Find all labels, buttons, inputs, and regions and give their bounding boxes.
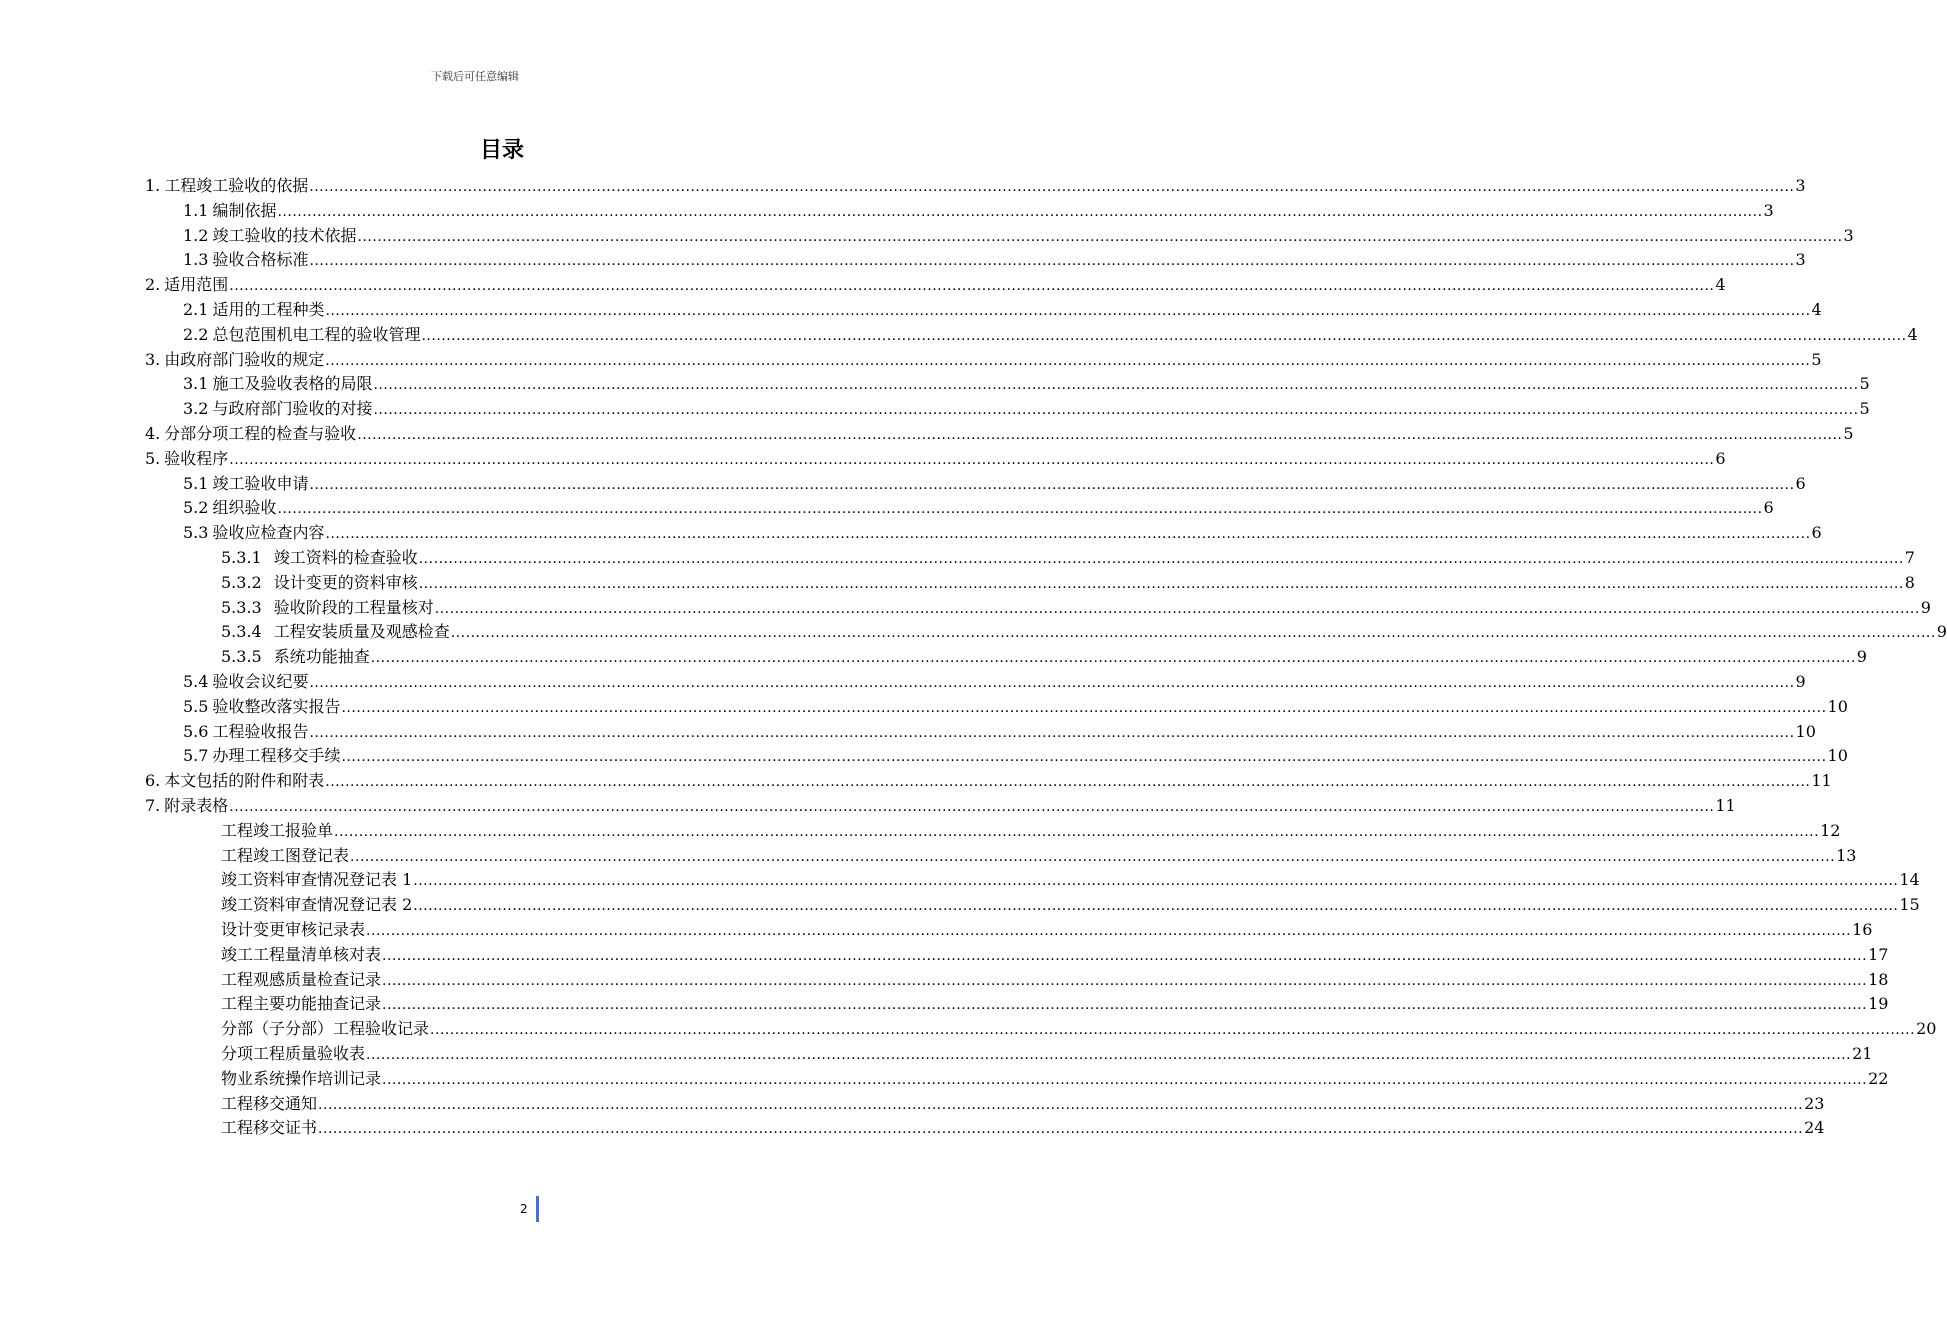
toc-entry[interactable] [183, 395, 1870, 419]
dot-leader: ............................................................................................................................................................................................................................................................................................................ [318, 1121, 1804, 1138]
toc-entry-number: 6. [145, 771, 161, 791]
toc-entry-title: 组织验收 [212, 498, 277, 518]
toc-entry-page: 4 [1907, 324, 1918, 344]
dot-leader: ............................................................................................................................................................................................................................................................................................................ [309, 675, 1795, 691]
dot-leader: ............................................................................................................................................................................................................................................................................................................ [229, 799, 1715, 815]
toc-entry[interactable] [221, 866, 1920, 890]
dot-leader: ............................................................................................................................................................................................................................................................................................................ [325, 303, 1811, 319]
toc-entry-page: 4 [1715, 275, 1726, 295]
page-number: 2 [520, 1202, 528, 1216]
toc-entry-page: 9 [1795, 672, 1806, 691]
toc-entry[interactable] [145, 271, 1726, 295]
toc-entry-title: 工程竣工验收的依据 [164, 176, 309, 195]
toc-entry-number: 5.2 [183, 498, 209, 518]
toc-entry-title: 工程观感质量检查记录 [221, 969, 382, 989]
toc-entry-page: 10 [1827, 696, 1848, 716]
toc-entry[interactable] [183, 197, 1774, 221]
toc-entry-title: 工程验收报告 [212, 721, 309, 741]
toc-entry[interactable] [145, 172, 1806, 196]
toc-entry-title: 本文包括的附件和附表 [164, 771, 325, 791]
toc-entry-number: 1.2 [183, 225, 209, 245]
dot-leader: ............................................................................................................................................................................................................................................................................................................ [325, 352, 1811, 369]
toc-entry[interactable] [145, 445, 1726, 469]
toc-entry[interactable] [183, 693, 1848, 717]
toc-entry-title: 设计变更审核记录表 [221, 920, 366, 939]
toc-entry-number: 5.3.1 [221, 548, 262, 567]
dot-leader: ............................................................................................................................................................................................................................................................................................................ [341, 699, 1827, 716]
toc-entry-page: 3 [1795, 250, 1806, 270]
dot-leader: ............................................................................................................................................................................................................................................................................................................ [450, 625, 1936, 642]
toc-entry-page: 6 [1811, 523, 1822, 543]
toc-entry[interactable] [221, 643, 1867, 667]
toc-entry-title: 系统功能抽查 [273, 647, 370, 667]
toc-entry-number: 4. [145, 424, 161, 443]
toc-entry-page: 17 [1868, 944, 1889, 964]
dot-leader: ............................................................................................................................................................................................................................................................................................................ [373, 402, 1859, 419]
toc-entry-page: 4 [1811, 300, 1822, 319]
dot-leader: ............................................................................................................................................................................................................................................................................................................ [229, 278, 1715, 295]
toc-entry[interactable] [221, 1090, 1825, 1114]
dot-leader: ............................................................................................................................................................................................................................................................................................................ [334, 823, 1820, 840]
toc-entry-number: 5.3.4 [221, 622, 262, 642]
toc-entry-page: 10 [1795, 721, 1816, 741]
toc-entry-title: 竣工验收的技术依据 [212, 225, 357, 245]
dot-leader: ............................................................................................................................................................................................................................................................................................................ [382, 947, 1868, 964]
toc-entry-title: 工程竣工图登记表 [221, 845, 350, 865]
toc-entry-page: 23 [1804, 1093, 1825, 1113]
toc-entry-title: 验收合格标准 [212, 250, 309, 270]
toc-entry-page: 8 [1904, 572, 1915, 592]
toc-entry-page: 5 [1843, 424, 1854, 443]
toc-entry-number: 5.6 [183, 721, 209, 741]
toc-entry-title: 施工及验收表格的局限 [212, 374, 373, 394]
toc-entry-number: 2.2 [183, 324, 209, 344]
toc-entry-title: 验收阶段的工程量核对 [273, 597, 434, 617]
toc-entry-title: 工程移交通知 [221, 1093, 318, 1113]
toc-entry[interactable] [183, 370, 1870, 394]
toc-entry-page: 7 [1904, 548, 1915, 567]
toc-entry-title: 竣工验收申请 [212, 473, 309, 493]
toc-entry-page: 14 [1899, 870, 1920, 890]
toc-entry[interactable] [221, 618, 1947, 642]
toc-entry[interactable] [221, 1015, 1937, 1039]
toc-entry[interactable] [221, 817, 1841, 841]
toc-entry-page: 20 [1916, 1019, 1937, 1039]
toc-entry[interactable] [221, 990, 1889, 1014]
toc-entry-title: 总包范围机电工程的验收管理 [212, 324, 421, 344]
dot-leader: ............................................................................................................................................................................................................................................................................................................ [309, 476, 1795, 493]
toc-entry-number: 5.4 [183, 672, 209, 691]
dot-leader: ............................................................................................................................................................................................................................................................................................................ [421, 327, 1907, 344]
toc-entry[interactable] [221, 1040, 1873, 1064]
toc-entry-title: 设计变更的资料审核 [273, 572, 418, 592]
toc-entry-title: 验收程序 [164, 448, 229, 468]
dot-leader: ............................................................................................................................................................................................................................................................................................................ [325, 774, 1811, 791]
toc-entry[interactable] [221, 842, 1857, 866]
dot-leader: ............................................................................................................................................................................................................................................................................................................ [382, 1071, 1868, 1088]
toc-entry[interactable] [145, 420, 1854, 444]
toc-entry[interactable] [183, 321, 1918, 345]
toc-entry-page: 9 [1856, 647, 1867, 667]
dot-leader: ............................................................................................................................................................................................................................................................................................................ [309, 724, 1795, 741]
toc-entry-page: 3 [1795, 176, 1806, 195]
toc-entry-title: 验收整改落实报告 [212, 696, 341, 716]
toc-entry-number: 3.2 [183, 399, 209, 419]
toc-entry-title: 分项工程质量验收表 [221, 1044, 366, 1063]
toc-entry-page: 16 [1852, 920, 1873, 939]
toc-entry-number: 1.3 [183, 250, 209, 270]
toc-entry-page: 5 [1859, 374, 1870, 394]
dot-leader: ............................................................................................................................................................................................................................................................................................................ [318, 1096, 1804, 1113]
toc-entry-title: 工程主要功能抽查记录 [221, 994, 382, 1014]
dot-leader: ............................................................................................................................................................................................................................................................................................................ [418, 551, 1904, 567]
toc-entry[interactable] [183, 494, 1774, 518]
dot-leader: ............................................................................................................................................................................................................................................................................................................ [277, 203, 1763, 220]
toc-entry-page: 15 [1899, 895, 1920, 915]
toc-entry-title: 适用的工程种类 [212, 300, 325, 319]
toc-entry-number: 5.3.2 [221, 572, 262, 592]
toc-entry-page: 6 [1795, 473, 1806, 493]
dot-leader: ............................................................................................................................................................................................................................................................................................................ [309, 179, 1795, 195]
toc-entry-page: 11 [1811, 771, 1832, 791]
toc-entry[interactable] [145, 767, 1832, 791]
toc-entry-page: 3 [1763, 200, 1774, 220]
dot-leader: ............................................................................................................................................................................................................................................................................................................ [350, 848, 1836, 865]
toc-entry[interactable] [221, 569, 1915, 593]
toc-entry-title: 竣工资料的检查验收 [273, 548, 418, 567]
toc-entry[interactable] [183, 718, 1816, 742]
toc-entry-page: 19 [1868, 994, 1889, 1014]
toc-entry-page: 9 [1920, 597, 1931, 617]
toc-entry[interactable] [183, 246, 1806, 270]
dot-leader: ............................................................................................................................................................................................................................................................................................................ [277, 501, 1763, 518]
toc-entry-number: 5.1 [183, 473, 209, 493]
toc-entry-page: 3 [1843, 225, 1854, 245]
header-note: 下载后可任意编辑 [431, 70, 519, 83]
dot-leader: ............................................................................................................................................................................................................................................................................................................ [373, 377, 1859, 394]
toc-entry[interactable] [145, 346, 1822, 370]
toc-entry-number: 5.7 [183, 746, 209, 766]
toc-entry-title: 分部分项工程的检查与验收 [164, 424, 357, 443]
toc-entry-number: 1. [145, 176, 161, 195]
toc-entry-title: 工程安装质量及观感检查 [273, 622, 450, 642]
toc-entry-number: 5.3 [183, 523, 209, 543]
dot-leader: ............................................................................................................................................................................................................................................................................................................ [341, 749, 1827, 766]
toc-entry-number: 5.3.3 [221, 597, 262, 617]
dot-leader: ............................................................................................................................................................................................................................................................................................................ [434, 600, 1920, 617]
toc-entry-title: 与政府部门验收的对接 [212, 399, 373, 419]
dot-leader: ............................................................................................................................................................................................................................................................................................................ [357, 228, 1843, 245]
toc-entry[interactable] [183, 519, 1822, 543]
toc-entry-page: 24 [1804, 1118, 1825, 1138]
toc-entry-page: 9 [1936, 622, 1947, 642]
toc-entry-page: 22 [1868, 1068, 1889, 1088]
toc-entry-page: 18 [1868, 969, 1889, 989]
toc-entry[interactable] [221, 966, 1889, 990]
toc-entry-title: 竣工资料审查情况登记表 2 [221, 895, 413, 915]
toc-entry[interactable] [183, 470, 1806, 494]
toc-entry-number: 3. [145, 349, 161, 369]
toc-entry-title: 附录表格 [164, 796, 229, 815]
toc-entry[interactable] [221, 891, 1920, 915]
dot-leader: ............................................................................................................................................................................................................................................................................................................ [382, 997, 1868, 1014]
toc-entry-page: 10 [1827, 746, 1848, 766]
dot-leader: ............................................................................................................................................................................................................................................................................................................ [382, 972, 1868, 989]
toc-entry-page: 21 [1852, 1044, 1873, 1063]
toc-entry-page: 6 [1763, 498, 1774, 518]
toc-entry-number: 5.3.5 [221, 647, 262, 667]
toc-entry-page: 6 [1715, 448, 1726, 468]
dot-leader: ............................................................................................................................................................................................................................................................................................................ [413, 898, 1899, 915]
toc-entry-page: 11 [1715, 796, 1736, 815]
dot-leader: ............................................................................................................................................................................................................................................................................................................ [309, 253, 1795, 270]
toc-entry[interactable] [183, 222, 1854, 246]
dot-leader: ............................................................................................................................................................................................................................................................................................................ [229, 451, 1715, 468]
dot-leader: ............................................................................................................................................................................................................................................................................................................ [366, 1047, 1852, 1063]
toc-entry-title: 验收应检查内容 [212, 523, 325, 543]
toc-entry-number: 7. [145, 796, 161, 815]
toc-entry-title: 竣工工程量清单核对表 [221, 944, 382, 964]
toc-entry-title: 由政府部门验收的规定 [164, 349, 325, 369]
toc-entry[interactable] [145, 792, 1736, 816]
toc-entry[interactable] [221, 916, 1873, 940]
dot-leader: ............................................................................................................................................................................................................................................................................................................ [418, 575, 1904, 592]
toc-entry-number: 3.1 [183, 374, 209, 394]
toc-entry-page: 5 [1859, 399, 1870, 419]
toc-entry-title: 工程竣工报验单 [221, 820, 334, 840]
dot-leader: ............................................................................................................................................................................................................................................................................................................ [366, 923, 1852, 939]
toc-entry-number: 2.1 [183, 300, 209, 319]
toc-entry-page: 12 [1820, 820, 1841, 840]
toc-entry[interactable] [183, 742, 1848, 766]
toc-entry-number: 5. [145, 448, 161, 468]
dot-leader: ............................................................................................................................................................................................................................................................................................................ [413, 873, 1899, 890]
toc-entry-title: 适用范围 [164, 275, 229, 295]
toc-entry[interactable] [221, 1114, 1825, 1138]
toc-title: 目录 [479, 138, 524, 163]
toc-entry-page: 5 [1811, 349, 1822, 369]
toc-entry-number: 2. [145, 275, 161, 295]
toc-entry[interactable] [221, 594, 1931, 618]
dot-leader: ............................................................................................................................................................................................................................................................................................................ [430, 1022, 1916, 1039]
toc-entry-title: 工程移交证书 [221, 1118, 318, 1138]
toc-entry[interactable] [183, 296, 1822, 320]
toc-entry-title: 编制依据 [212, 200, 277, 220]
toc-entry-page: 13 [1836, 845, 1857, 865]
toc-entry[interactable] [183, 668, 1806, 692]
toc-entry[interactable] [221, 544, 1915, 568]
toc-entry-number: 5.5 [183, 696, 209, 716]
toc-entry-title: 物业系统操作培训记录 [221, 1068, 382, 1088]
page-footer [0, 1196, 950, 1224]
toc-entry[interactable] [221, 1065, 1889, 1089]
dot-leader: ............................................................................................................................................................................................................................................................................................................ [325, 526, 1811, 543]
dot-leader: ............................................................................................................................................................................................................................................................................................................ [370, 650, 1856, 667]
toc-entry[interactable] [221, 941, 1889, 965]
toc-entry-title: 竣工资料审查情况登记表 1 [221, 870, 413, 890]
toc-entry-title: 验收会议纪要 [212, 672, 309, 691]
footer-accent-bar [536, 1196, 539, 1222]
toc-entry-number: 1.1 [183, 200, 209, 220]
dot-leader: ............................................................................................................................................................................................................................................................................................................ [357, 427, 1843, 443]
toc-entry-title: 分部（子分部）工程验收记录 [221, 1019, 430, 1039]
toc-entry-title: 办理工程移交手续 [212, 746, 341, 766]
